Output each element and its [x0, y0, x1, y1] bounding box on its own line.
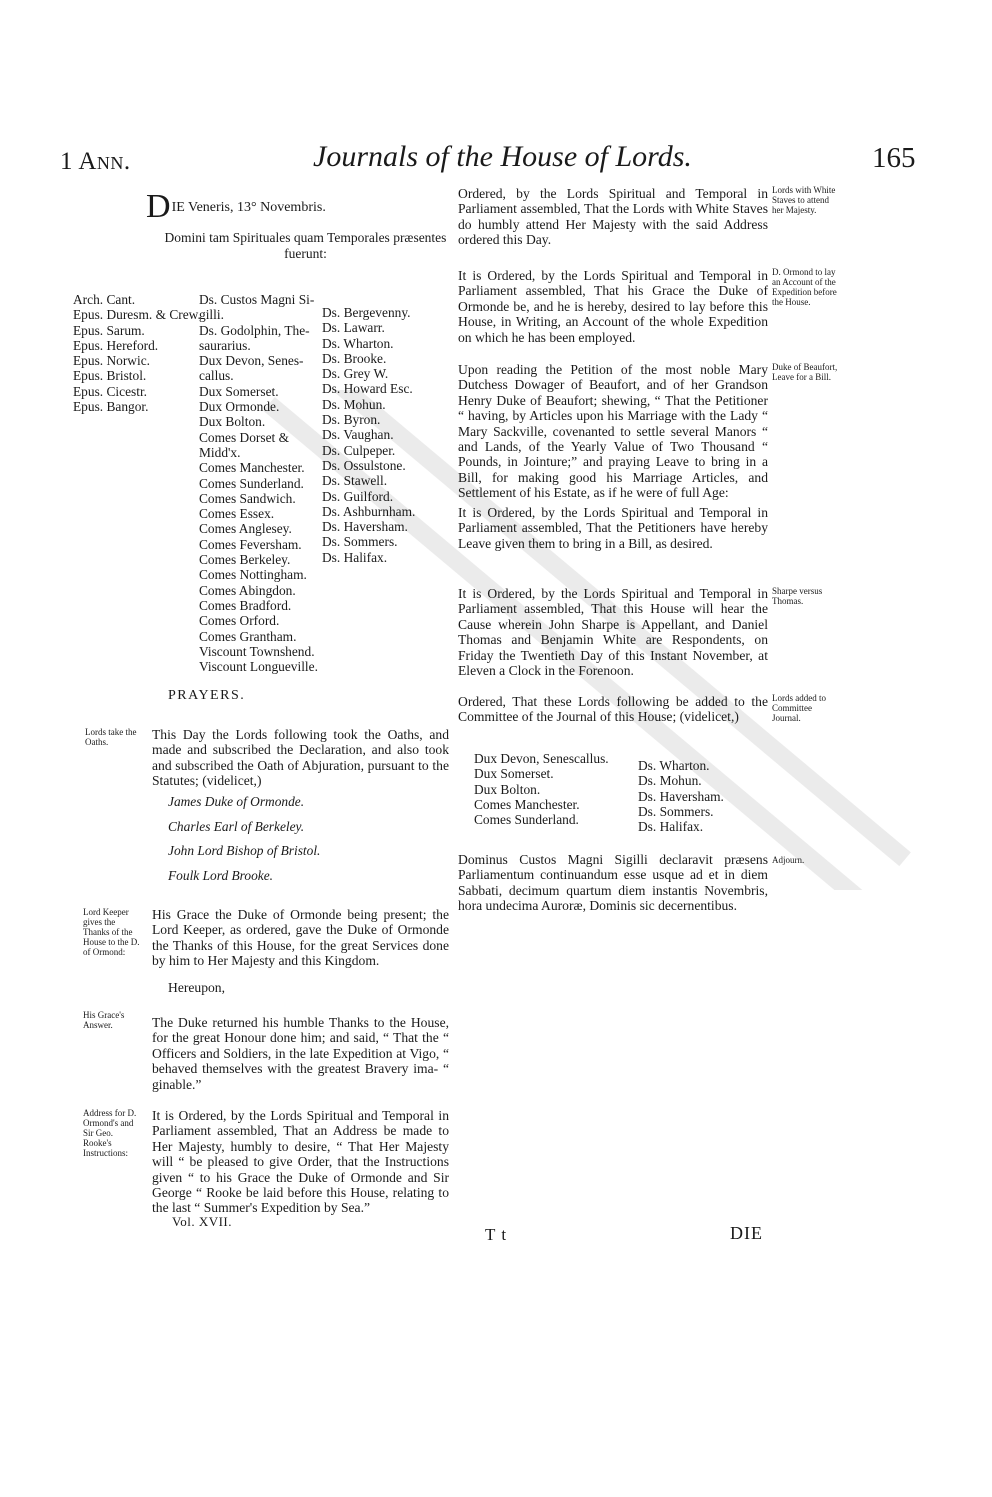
attendance-entry: Comes Nottingham. — [199, 567, 307, 583]
margin-note-sharpe: Sharpe versus Thomas. — [772, 586, 823, 606]
answer-paragraph: The Duke returned his humble Thanks to the House, for the great Honour done him; and said, “ That the “ Officers and Soldiers, in the late Expedition at Vigo, “ behaved themselves with the greatest Bravery ima- “ ginable.” — [152, 1015, 449, 1092]
committee-member: Ds. Halifax. — [638, 819, 704, 835]
attendance-entry: Dux Devon, Senes- — [199, 353, 304, 369]
attendance-entry: Comes Essex. — [199, 506, 275, 522]
present-heading: Domini tam Spirituales quam Temporales præsentes fuerunt: — [164, 230, 447, 261]
date-line — [146, 188, 326, 225]
committee-member: Dux Somerset. — [474, 766, 554, 782]
margin-note-adjourn: Adjourn. — [772, 855, 805, 865]
attendance-entry: Epus. Cicestr. — [73, 383, 148, 399]
committee-member: Ds. Wharton. — [638, 758, 710, 773]
margin-note-expedition: D. Ormond to lay an Account of the Expedition before the House. — [772, 267, 837, 307]
attendance-peers — [199, 292, 329, 674]
committee-list-right — [638, 758, 724, 834]
attendance-entry: Ds. Sommers. — [322, 534, 398, 550]
beaufort-petition-paragraph: Upon reading the Petition of the most noble Mary Dutchess Dowager of Beaufort, and of her Grandson Henry Duke of Beaufort; shewing, “ That the Petitioner “ having, by Articles upon his Marriage with the Lady “ Mary Sackville, covenanted to settle several Manors “ and Lands, of the Yearly Value of Two Thousand “ Pounds, in Jointure;” and praying Leave to bring in a Bill, for making good his Marriage Articles, and Settlement of his Estate, as if he were of full Age: — [458, 362, 768, 501]
committee-member: Ds. Sommers. — [638, 803, 714, 819]
attendance-entry: Viscount Townshend. — [199, 643, 315, 659]
margin-note-white-staves: Lords with White Staves to attend her Majesty. — [772, 185, 836, 215]
attendance-entry: Ds. Culpeper. — [322, 442, 396, 458]
header-page-number: 165 — [872, 142, 916, 174]
attendance-entry: Comes Grantham. — [199, 628, 297, 644]
committee-order-paragraph: Ordered, That these Lords following be added to the Committee of the Journal of this House; (videlicet,) — [458, 694, 768, 725]
attendance-entry: callus. — [199, 368, 234, 384]
attendance-entry: Ds. Brooke. — [322, 350, 387, 366]
attendance-entry: Ds. Grey W. — [322, 366, 389, 382]
attendance-entry: Midd'x. — [199, 444, 241, 460]
margin-note-answer: His Grace's Answer. — [83, 1010, 125, 1030]
margin-note-thanks: Lord Keeper gives the Thanks of the House to the D. of Ormond: — [83, 907, 140, 957]
beaufort-leave-paragraph: It is Ordered, by the Lords Spiritual and Temporal in Parliament assembled, That the Petitioners have hereby Leave given them to bring in a Bill, as desired. — [458, 505, 768, 551]
committee-member: Ds. Mohun. — [638, 773, 702, 789]
attendance-entry: Ds. Ashburnham. — [322, 503, 416, 519]
margin-note-address: Address for D. Ormond's and Sir Geo. Rooke's Instructions: — [83, 1108, 137, 1158]
oath-taker-name: Foulk Lord Brooke. — [168, 867, 273, 883]
attendance-entry: Comes Sandwich. — [199, 490, 296, 506]
prayers-heading: PRAYERS. — [168, 688, 246, 703]
attendance-entry: Viscount Longueville. — [199, 659, 318, 675]
attendance-entry: Epus. Norwic. — [73, 353, 150, 369]
attendance-entry: Comes Sunderland. — [199, 475, 304, 491]
thanks-paragraph: His Grace the Duke of Ormonde being present; the Lord Keeper, as ordered, gave the Duke of Ormonde the Thanks of this House, for the great Services done by him to Her Majesty and this Kingdom. — [152, 907, 449, 969]
attendance-entry: Ds. Byron. — [322, 412, 381, 428]
attendance-entry: Ds. Bergevenny. — [322, 305, 411, 320]
expedition-account-paragraph: It is Ordered, by the Lords Spiritual and Temporal in Parliament assembled, That his Grace the Duke of Ormonde be, and he is hereby, desired to lay before this House, in Writing, an Account of the whole Expedition on which he has been employed. — [458, 268, 768, 345]
attendance-entry: Dux Bolton. — [199, 414, 266, 430]
footer-signature: T t — [485, 1225, 508, 1244]
committee-list-left — [474, 751, 609, 827]
attendance-entry: Comes Dorset & — [199, 429, 290, 445]
attendance-entry: Comes Anglesey. — [199, 521, 292, 537]
white-staves-paragraph: Ordered, by the Lords Spiritual and Temporal in Parliament assembled, That the Lords with White Staves do humbly attend Her Majesty with the said Address ordered this Day. — [458, 186, 768, 248]
attendance-entry: Epus. Sarum. — [73, 322, 145, 338]
attendance-entry: Ds. Stawell. — [322, 473, 388, 489]
committee-member: Comes Sunderland. — [474, 812, 579, 828]
attendance-entry: Dux Somerset. — [199, 383, 279, 399]
attendance-entry: Dux Ormonde. — [199, 399, 280, 415]
attendance-entry: Comes Feversham. — [199, 536, 302, 552]
margin-note-beaufort: Duke of Beaufort, Leave for a Bill. — [772, 362, 838, 382]
hereupon-text: Hereupon, — [168, 980, 225, 995]
attendance-entry: Epus. Duresm. & Crew. — [73, 307, 201, 323]
attendance-entry: gilli. — [199, 307, 224, 323]
attendance-entry: Ds. Haversham. — [322, 519, 408, 535]
oath-taker-name: James Duke of Ormonde. — [168, 794, 305, 809]
attendance-barons — [322, 305, 442, 565]
attendance-entry: Epus. Bangor. — [73, 399, 149, 415]
attendance-entry: Comes Orford. — [199, 613, 280, 629]
attendance-entry: Ds. Mohun. — [322, 396, 386, 412]
attendance-bishops — [73, 292, 208, 414]
oath-taker-name: Charles Earl of Berkeley. — [168, 818, 305, 834]
header-regnal-year: 1 Ann. — [60, 148, 131, 175]
attendance-entry: Ds. Custos Magni Si- — [199, 292, 315, 307]
date-dropcap: D — [146, 188, 171, 225]
sharpe-thomas-paragraph: It is Ordered, by the Lords Spiritual and Temporal in Parliament assembled, That this House will hear the Cause wherein John Sharpe is Appellant, and Daniel Thomas and Benjamin White are Respondents, on Friday the Twentieth Day of this Instant November, at Eleven a Clock in the Forenoon. — [458, 586, 768, 679]
oaths-paragraph: This Day the Lords following took the Oaths, and made and subscribed the Declaration, and also took and subscribed the Oath of Abjuration, pursuant to the Statutes; (videlicet,) — [152, 727, 449, 789]
attendance-entry: Comes Bradford. — [199, 597, 292, 613]
attendance-entry: saurarius. — [199, 337, 251, 353]
committee-member: Dux Devon, Senescallus. — [474, 751, 609, 766]
attendance-entry: Ds. Godolphin, The- — [199, 322, 310, 338]
attendance-entry: Ds. Lawarr. — [322, 320, 385, 336]
attendance-entry: Comes Abingdon. — [199, 582, 296, 598]
attendance-entry: Ds. Guilford. — [322, 488, 394, 504]
committee-member: Ds. Haversham. — [638, 788, 724, 804]
margin-note-oaths: Lords take the Oaths. — [85, 727, 137, 747]
footer-volume: Vol. XVII. — [172, 1214, 233, 1229]
attendance-entry: Comes Berkeley. — [199, 552, 291, 568]
footer-catchword: DIE — [730, 1223, 763, 1243]
header-title: Journals of the House of Lords. — [313, 140, 692, 173]
committee-member: Comes Manchester. — [474, 796, 580, 812]
attendance-entry: Ds. Howard Esc. — [322, 381, 413, 397]
attendance-entry: Arch. Cant. — [73, 292, 136, 307]
attendance-entry: Comes Manchester. — [199, 460, 305, 476]
oath-taker-name: John Lord Bishop of Bristol. — [168, 843, 321, 858]
committee-member: Dux Bolton. — [474, 781, 541, 797]
attendance-entry: Epus. Hereford. — [73, 337, 159, 353]
attendance-entry: Epus. Bristol. — [73, 368, 147, 384]
date-text: IE Veneris, 13° Novembris. — [171, 200, 326, 215]
attendance-entry: Ds. Ossulstone. — [322, 457, 406, 473]
margin-note-committee: Lords added to Committee Journal. — [772, 693, 826, 723]
address-paragraph: It is Ordered, by the Lords Spiritual and Temporal in Parliament assembled, That an Address be made to Her Majesty, humbly to desire, “ That Her Majesty will “ be pleased to give Order, that the Instructions given “ to his Grace the Duke of Ormonde and Sir George “ Rooke be laid before this House, relating to the last “ Summer's Expedition by Sea.” — [152, 1108, 449, 1216]
attendance-entry: Ds. Wharton. — [322, 335, 394, 351]
attendance-entry: Ds. Vaughan. — [322, 427, 394, 443]
adjournment-paragraph: Dominus Custos Magni Sigilli declaravit præsens Parliamentum continuandum esse usque ad et in diem Sabbati, decimum quartum diem instantis Novembris, hora undecima Auroræ, Dominis sic decernentibus. — [458, 852, 768, 914]
attendance-entry: Ds. Halifax. — [322, 549, 388, 565]
oath-takers-list — [168, 790, 320, 888]
